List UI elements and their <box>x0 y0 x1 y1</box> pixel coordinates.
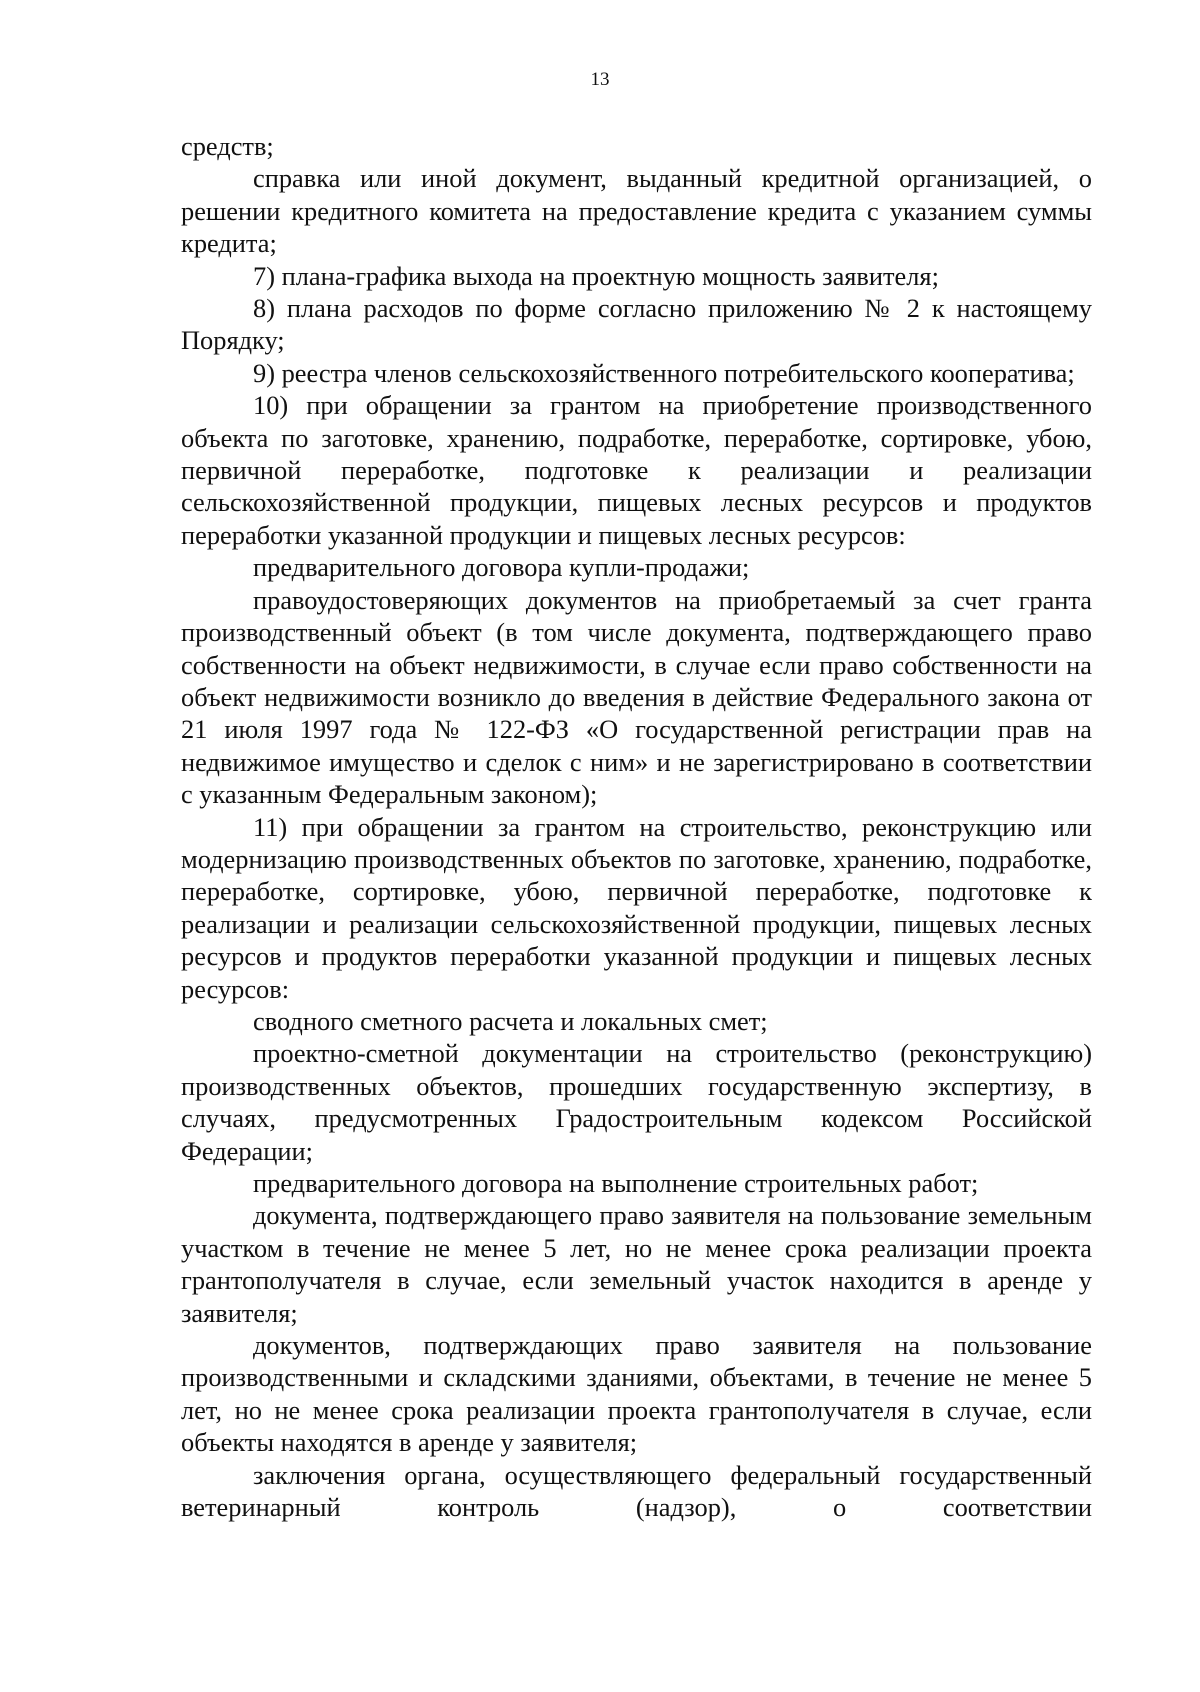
paragraph: правоудостоверяющих документов на приобретаемый за счет гранта производственный объект (в том числе документа, подтверждающего право собственности на объект недвижимости, в случае если право собственности на объект недвижимости возникло до введения в действие Федерального закона от 21 июля 1997 года № 122-ФЗ «О государственной регистрации прав на недвижимое имущество и сделок с ним» и не зарегистрировано в соответствии с указанным Федеральным законом); <box>181 584 1092 810</box>
paragraph: проектно-сметной документации на строительство (реконструкцию) производственных объектов, прошедших государственную экспертизу, в случаях, предусмотренных Градостроительным кодексом Российской Федерации; <box>181 1038 1092 1166</box>
document-body <box>181 130 1092 1523</box>
paragraph: 9) реестра членов сельскохозяйственного потребительского кооператива; <box>253 357 1075 388</box>
paragraph: заключения органа, осуществляющего федеральный государственный ветеринарный контроль (надзор), о соответствии <box>181 1459 1092 1523</box>
paragraph: сводного сметного расчета и локальных смет; <box>253 1005 768 1036</box>
paragraph: предварительного договора на выполнение строительных работ; <box>253 1168 979 1198</box>
paragraph: 10) при обращении за грантом на приобретение производственного объекта по заготовке, хранению, подработке, переработке, сортировке, убою, первичной переработке, подготовке к реализации и реализации сельскохозяйственной продукции, пищевых лесных ресурсов и продуктов переработки указанной продукции и пищевых лесных ресурсов: <box>181 390 1092 550</box>
paragraph: документов, подтверждающих право заявителя на пользование производственными и складскими зданиями, объектами, в течение не менее 5 лет, но не менее срока реализации проекта грантополучателя в случае, если объекты находятся в аренде у заявителя; <box>181 1330 1092 1458</box>
paragraph: справка или иной документ, выданный кредитной организацией, о решении кредитного комитета на предоставление кредита с указанием суммы кредита; <box>181 163 1092 259</box>
paragraph: 11) при обращении за грантом на строительство, реконструкцию или модернизацию производственных объектов по заготовке, хранению, подработке, переработке, сортировке, убою, первичной переработке, подготовке к реализации и реализации сельскохозяйственной продукции, пищевых лесных ресурсов и продуктов переработки указанной продукции и пищевых лесных ресурсов: <box>181 811 1092 1004</box>
paragraph: средств; <box>181 131 274 161</box>
paragraph: документа, подтверждающего право заявителя на пользование земельным участком в течение не менее 5 лет, но не менее срока реализации проекта грантополучателя в случае, если земельный участок находится в аренде у заявителя; <box>181 1200 1092 1328</box>
page-number: 13 <box>590 69 610 90</box>
paragraph: 8) плана расходов по форме согласно приложению № 2 к настоящему Порядку; <box>181 293 1092 356</box>
paragraph: предварительного договора купли-продажи; <box>253 552 750 583</box>
paragraph: 7) плана-графика выхода на проектную мощность заявителя; <box>253 260 939 291</box>
